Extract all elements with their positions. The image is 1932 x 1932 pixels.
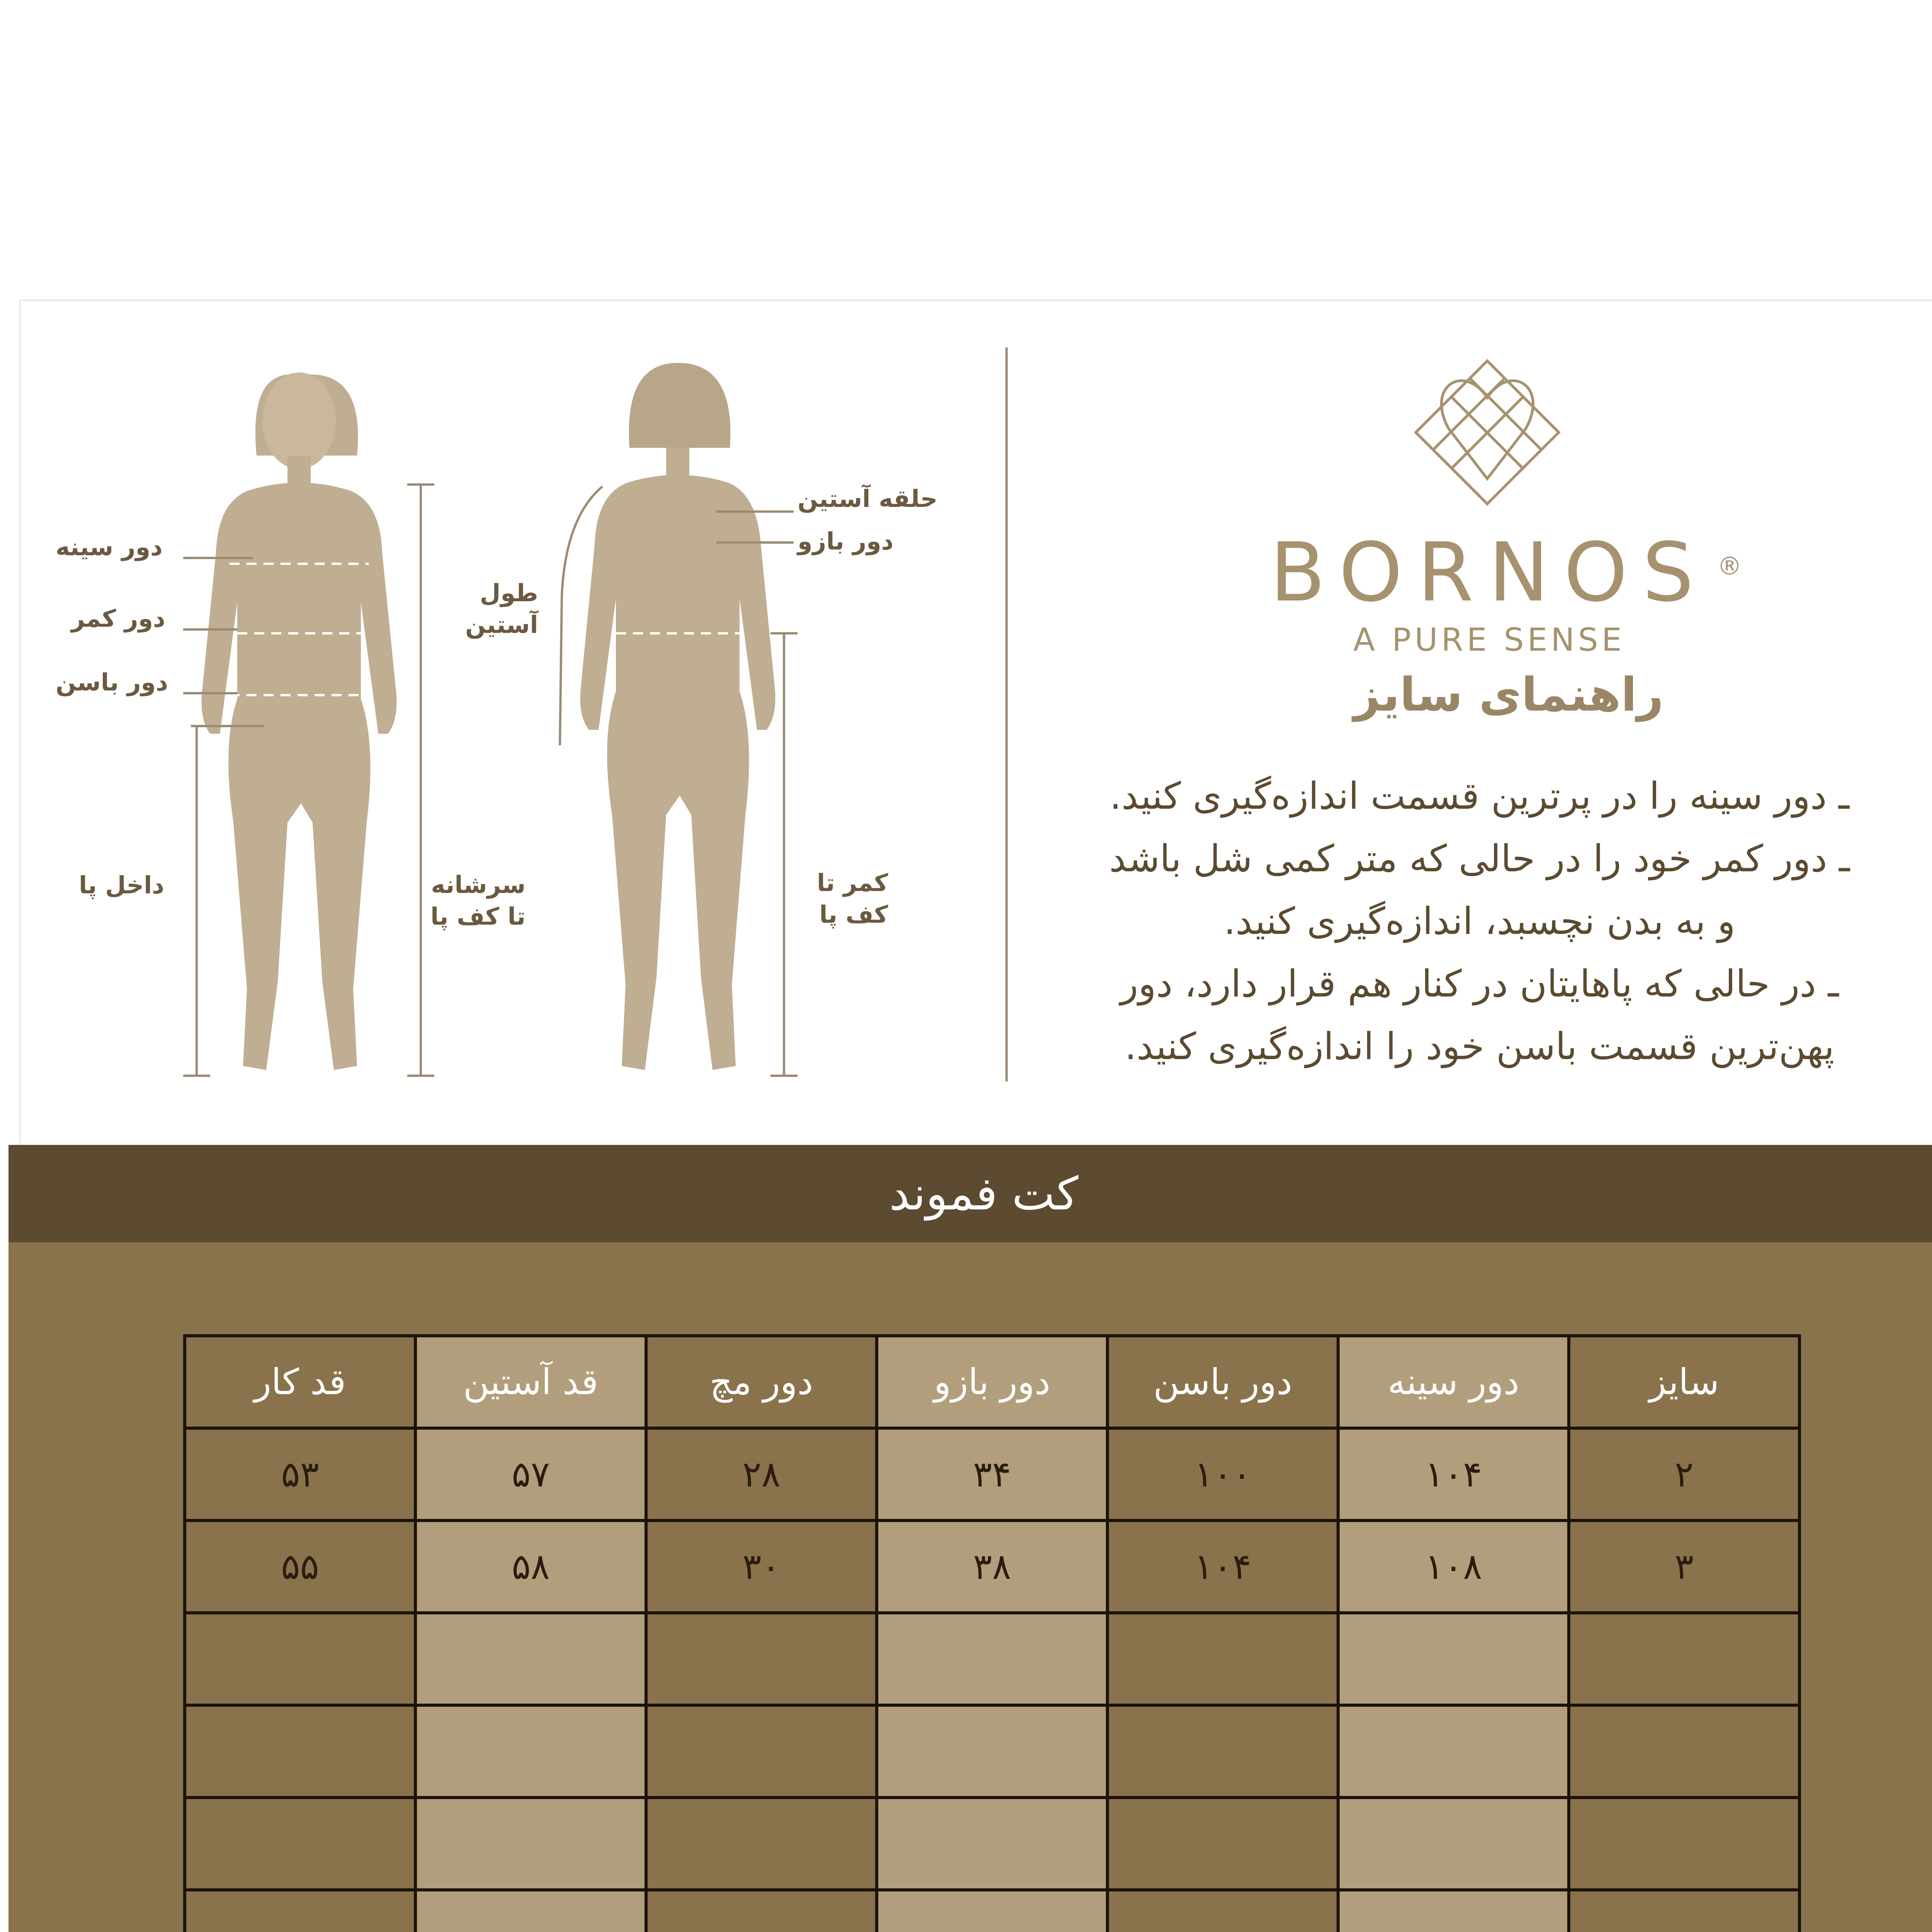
body-figures-illustration	[21, 301, 1010, 1112]
table-cell	[1338, 1890, 1569, 1932]
label-sleeve-length-line1: طول	[480, 579, 538, 607]
label-armhole: حلقه آستین	[798, 485, 938, 513]
table-cell	[877, 1890, 1107, 1932]
table-row	[185, 1890, 1799, 1932]
table-cell	[646, 1890, 877, 1932]
table-cell	[1569, 1798, 1799, 1890]
size-chart-panel	[9, 1145, 1932, 1932]
label-shoulder-to-floor-line2: تا کف پا	[430, 902, 526, 930]
table-cell	[185, 1613, 415, 1705]
header-cell-bust: دور سینه	[1338, 1336, 1569, 1428]
registered-mark: ®	[1717, 552, 1742, 581]
table-cell	[877, 1798, 1107, 1890]
label-bicep: دور بازو	[798, 527, 894, 555]
table-cell	[415, 1705, 646, 1798]
label-shoulder-to-floor-line1: سرشانه	[431, 871, 526, 899]
label-sleeve-length	[465, 577, 538, 641]
vertical-divider	[1005, 347, 1008, 1082]
label-waist-to-floor-line1: کمر تا	[817, 869, 888, 897]
header-cell-wrist: دور مچ	[646, 1336, 877, 1428]
header-cell-sleeve-length: قد آستین	[415, 1336, 646, 1428]
table-cell	[1107, 1890, 1338, 1932]
guide-line: پهن‌ترین قسمت باسن خود را اندازه‌گیری کنید.	[1124, 1025, 1835, 1068]
table-header-row	[185, 1336, 1799, 1428]
product-title-bar: کت فموند	[9, 1145, 1932, 1242]
brand-block	[1199, 355, 1779, 658]
table-cell	[1338, 1705, 1569, 1798]
label-waist-to-floor	[817, 867, 888, 930]
table-cell	[1107, 1613, 1338, 1705]
guide-line: ـ دور سینه را در پرترین قسمت اندازه‌گیری کنید.	[1109, 774, 1850, 818]
header-cell-size: سایز	[1569, 1336, 1799, 1428]
table-cell: ۵۳	[185, 1428, 415, 1520]
table-cell	[185, 1890, 415, 1932]
table-cell: ۳	[1569, 1520, 1799, 1613]
table-cell: ۱۰۰	[1107, 1428, 1338, 1520]
table-cell	[1569, 1613, 1799, 1705]
table-cell: ۵۸	[415, 1520, 646, 1613]
table-cell	[1338, 1798, 1569, 1890]
header-cell-hip: دور باسن	[1107, 1336, 1338, 1428]
size-guide-panel	[19, 299, 1932, 1147]
table-row	[185, 1520, 1799, 1613]
header-cell-bicep: دور بازو	[877, 1336, 1107, 1428]
table-cell: ۲	[1569, 1428, 1799, 1520]
table-cell: ۵۵	[185, 1520, 415, 1613]
table-row	[185, 1613, 1799, 1705]
table-cell: ۲۸	[646, 1428, 877, 1520]
label-bust: دور سینه	[56, 533, 163, 561]
label-waist: دور کمر	[71, 604, 165, 633]
header-cell-garment-length: قد کار	[185, 1336, 415, 1428]
guide-line: ـ دور کمر خود را در حالی که متر کمی شل باشد	[1109, 837, 1850, 880]
size-table	[183, 1334, 1801, 1932]
label-sleeve-length-line2: آستین	[465, 611, 538, 639]
table-cell	[1107, 1798, 1338, 1890]
guide-line: و به بدن نچسبد، اندازه‌گیری کنید.	[1224, 900, 1735, 943]
guide-line: ـ در حالی که پاهایتان در کنار هم قرار دارد، دور	[1120, 962, 1839, 1005]
label-inseam: داخل پا	[79, 871, 165, 899]
diamond-heart-logo-icon	[1406, 355, 1568, 510]
label-hip: دور باسن	[56, 668, 168, 696]
table-cell: ۵۷	[415, 1428, 646, 1520]
table-cell	[415, 1613, 646, 1705]
guide-instructions	[1045, 765, 1914, 1078]
table-cell	[415, 1890, 646, 1932]
table-cell: ۱۰۸	[1338, 1520, 1569, 1613]
table-cell	[646, 1798, 877, 1890]
table-cell: ۳۸	[877, 1520, 1107, 1613]
table-cell	[877, 1613, 1107, 1705]
label-shoulder-to-floor	[430, 869, 526, 932]
guide-title: راهنمای سایز	[1353, 668, 1664, 722]
table-cell	[1107, 1705, 1338, 1798]
brand-tagline: A PURE SENSE	[1353, 622, 1625, 658]
table-cell: ۳۰	[646, 1520, 877, 1613]
table-row	[185, 1705, 1799, 1798]
table-row	[185, 1798, 1799, 1890]
table-cell	[646, 1613, 877, 1705]
table-cell	[877, 1705, 1107, 1798]
table-cell: ۱۰۴	[1338, 1428, 1569, 1520]
table-cell	[1569, 1890, 1799, 1932]
table-cell	[185, 1798, 415, 1890]
table-cell: ۱۰۴	[1107, 1520, 1338, 1613]
table-cell	[1569, 1705, 1799, 1798]
table-cell	[646, 1705, 877, 1798]
label-waist-to-floor-line2: کف پا	[819, 900, 888, 929]
table-cell	[1338, 1613, 1569, 1705]
brand-name: BORNOS	[1270, 525, 1709, 620]
table-cell	[185, 1705, 415, 1798]
table-row	[185, 1428, 1799, 1520]
table-cell: ۳۴	[877, 1428, 1107, 1520]
table-cell	[415, 1798, 646, 1890]
